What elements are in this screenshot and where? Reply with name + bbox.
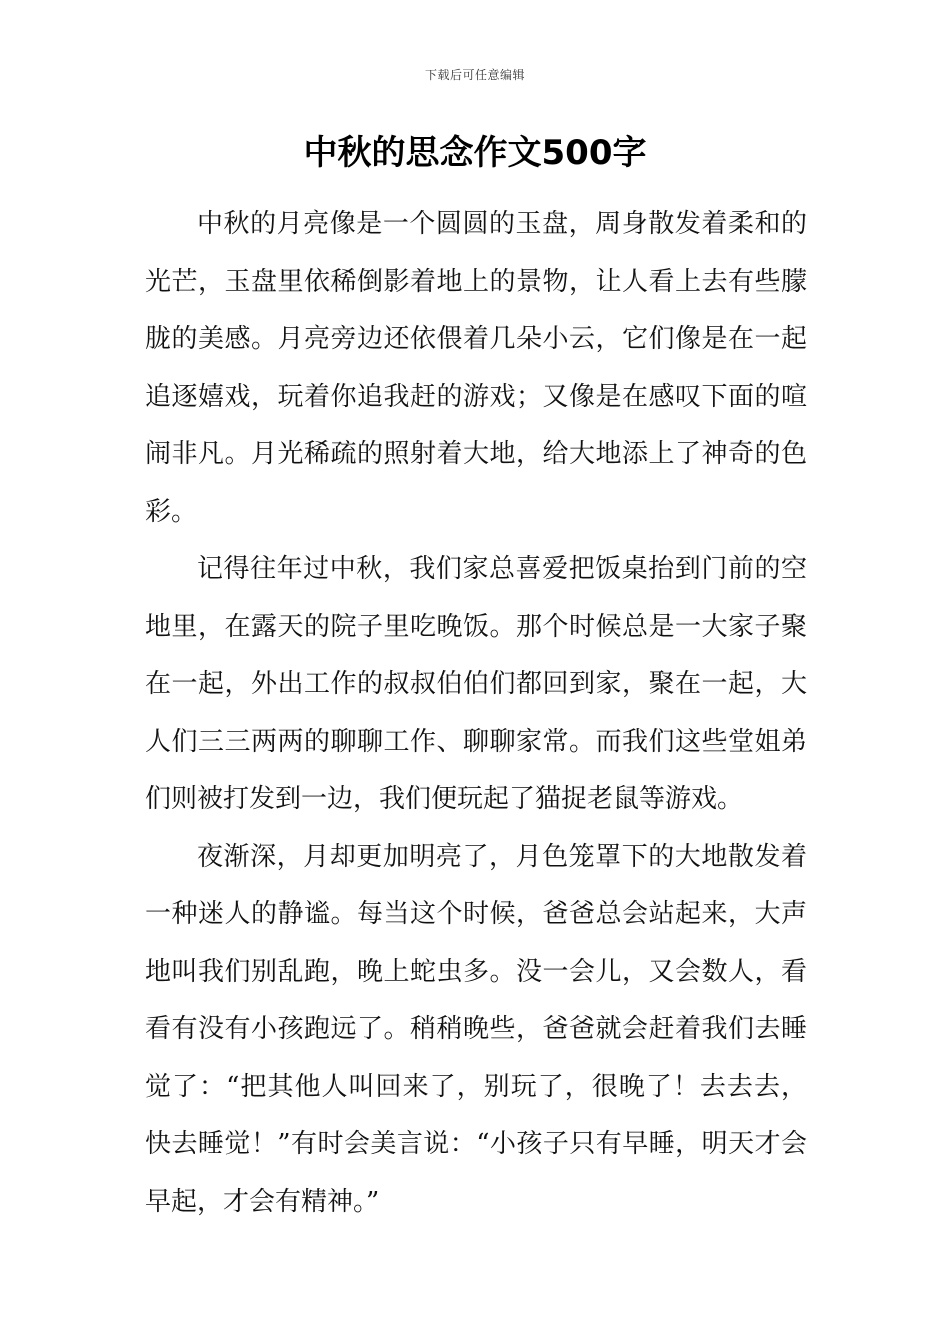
document-body — [145, 196, 807, 1231]
paragraph-2: 记得往年过中秋，我们家总喜爱把饭桌抬到门前的空地里，在露天的院子里吃晚饭。那个时候总是一大家子聚在一起，外出工作的叔叔伯伯们都回到家，聚在一起，大人们三三两两的聊聊工作、聊聊家常。而我们这些堂姐弟们则被打发到一边，我们便玩起了猫捉老鼠等游戏。 — [145, 554, 807, 814]
document-title: 中秋的思念作文500字 — [303, 133, 647, 173]
header-note: 下载后可任意编辑 — [424, 68, 525, 82]
paragraph-3: 夜渐深，月却更加明亮了，月色笼罩下的大地散发着一种迷人的静谧。每当这个时候，爸爸总会站起来，大声地叫我们别乱跑，晚上蛇虫多。没一会儿，又会数人，看看有没有小孩跑远了。稍稍晚些，爸爸就会赶着我们去睡觉了：“把其他人叫回来了，别玩了，很晚了！去去去，快去睡觉！”有时会美言说：“小孩子只有早睡，明天才会早起，才会有精神。” — [145, 841, 807, 1217]
paragraph-1: 中秋的月亮像是一个圆圆的玉盘，周身散发着柔和的光芒，玉盘里依稀倒影着地上的景物，让人看上去有些朦胧的美感。月亮旁边还依偎着几朵小云，它们像是在一起追逐嬉戏，玩着你追我赶的游戏；又像是在感叹下面的喧闹非凡。月光稀疏的照射着大地，给大地添上了神奇的色彩。 — [145, 209, 807, 527]
